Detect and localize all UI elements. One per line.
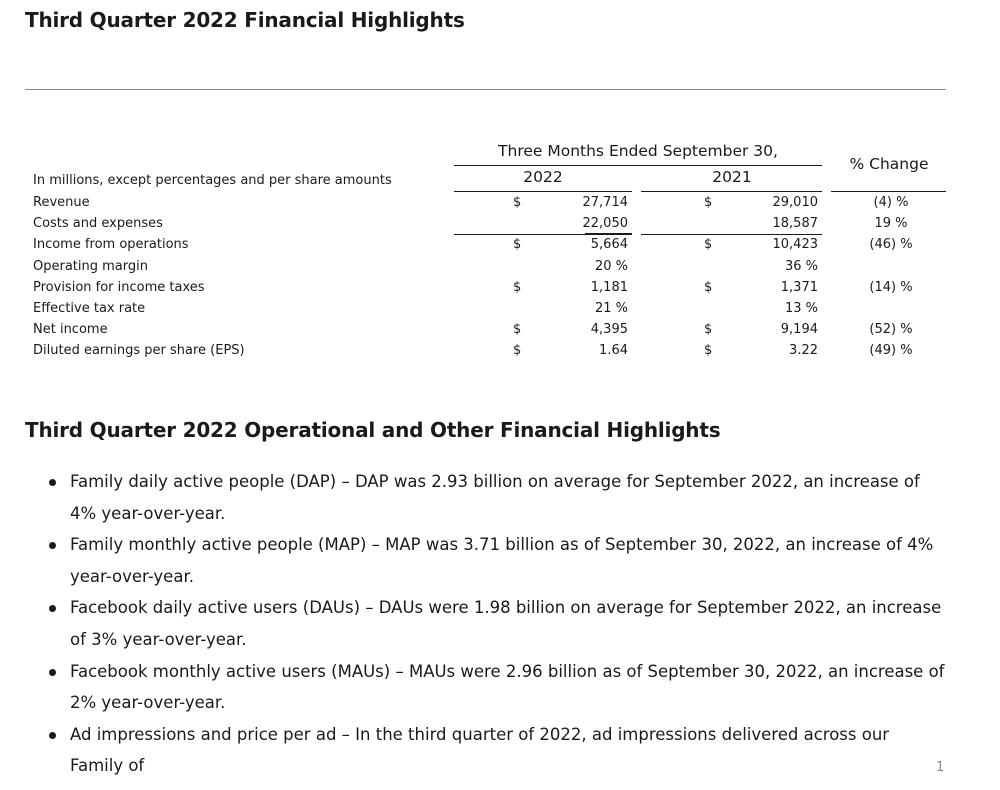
page-number: 1 [936, 760, 945, 775]
value-2022: 5,664 [590, 237, 628, 253]
currency-2021: $ [704, 279, 713, 295]
list-item: Family daily active people (DAP) – DAP was 2.93 billion on average for September 2022, an increase of 4% year-over-year. [45, 466, 945, 529]
currency-2022: $ [513, 237, 522, 253]
currency-2022: $ [513, 322, 522, 338]
percent-change: (46) % [869, 237, 913, 253]
list-item: Facebook monthly active users (MAUs) – MAUs were 2.96 billion as of September 30, 2022, an increase of 2% year-over-year. [45, 656, 945, 719]
row-label: Net income [33, 322, 108, 338]
currency-2022: $ [513, 279, 522, 295]
value-2021: 13 % [784, 301, 818, 316]
value-2021: 18,587 [772, 216, 818, 232]
header-rule-2021 [641, 191, 822, 192]
percent-change: (4) % [873, 195, 909, 210]
row-label: Operating margin [33, 258, 148, 274]
year-2022-header: 2022 [523, 168, 563, 186]
currency-2022: $ [513, 195, 522, 210]
percent-change: (49) % [869, 343, 913, 359]
value-2022: 22,050 [582, 216, 628, 232]
period-header: Three Months Ended September 30, [498, 142, 778, 160]
row-label: Provision for income taxes [33, 279, 205, 295]
header-rule-2022 [454, 191, 632, 192]
subtotal-rule-2021 [641, 234, 822, 235]
row-label: Income from operations [33, 237, 189, 253]
value-2021: 29,010 [772, 195, 818, 210]
percent-change: (52) % [869, 322, 913, 338]
subtotal-rule-2022-wide [454, 234, 632, 235]
percent-change: 19 % [874, 216, 908, 232]
value-2021: 1,371 [780, 279, 818, 295]
value-2021: 3.22 [789, 343, 818, 359]
value-2022: 1,181 [590, 279, 628, 295]
title-divider [25, 89, 946, 90]
value-2021: 10,423 [772, 237, 818, 253]
currency-2021: $ [704, 322, 713, 338]
value-2021: 36 % [784, 258, 818, 274]
value-2021: 9,194 [780, 322, 818, 338]
currency-2021: $ [704, 343, 713, 359]
row-label: Diluted earnings per share (EPS) [33, 343, 245, 359]
row-label: Revenue [33, 195, 90, 210]
period-header-underline [454, 165, 822, 166]
page-title: Third Quarter 2022 Financial Highlights [25, 8, 465, 32]
header-rule-change [831, 191, 946, 192]
highlights-list [45, 466, 945, 782]
currency-2021: $ [704, 237, 713, 253]
row-label: Effective tax rate [33, 301, 146, 316]
percent-change: (14) % [869, 279, 913, 295]
percent-change-header: % Change [849, 155, 929, 173]
section-title: Third Quarter 2022 Operational and Other Financial Highlights [25, 418, 721, 442]
year-2021-header: 2021 [712, 168, 752, 186]
units-note: In millions, except percentages and per share amounts [33, 173, 392, 188]
currency-2022: $ [513, 343, 522, 359]
row-label: Costs and expenses [33, 216, 163, 232]
currency-2021: $ [704, 195, 713, 210]
value-2022: 27,714 [582, 195, 628, 210]
value-2022: 1.64 [599, 343, 628, 359]
value-2022: 4,395 [590, 322, 628, 338]
list-item: Family monthly active people (MAP) – MAP was 3.71 billion as of September 30, 2022, an increase of 4% year-over-year. [45, 529, 945, 592]
list-item: Facebook daily active users (DAUs) – DAUs were 1.98 billion on average for September 2022, an increase of 3% year-over-year. [45, 592, 945, 655]
value-2022: 20 % [594, 258, 628, 274]
value-2022: 21 % [594, 301, 628, 316]
list-item: Ad impressions and price per ad – In the third quarter of 2022, ad impressions delivered across our Family of [45, 719, 945, 782]
